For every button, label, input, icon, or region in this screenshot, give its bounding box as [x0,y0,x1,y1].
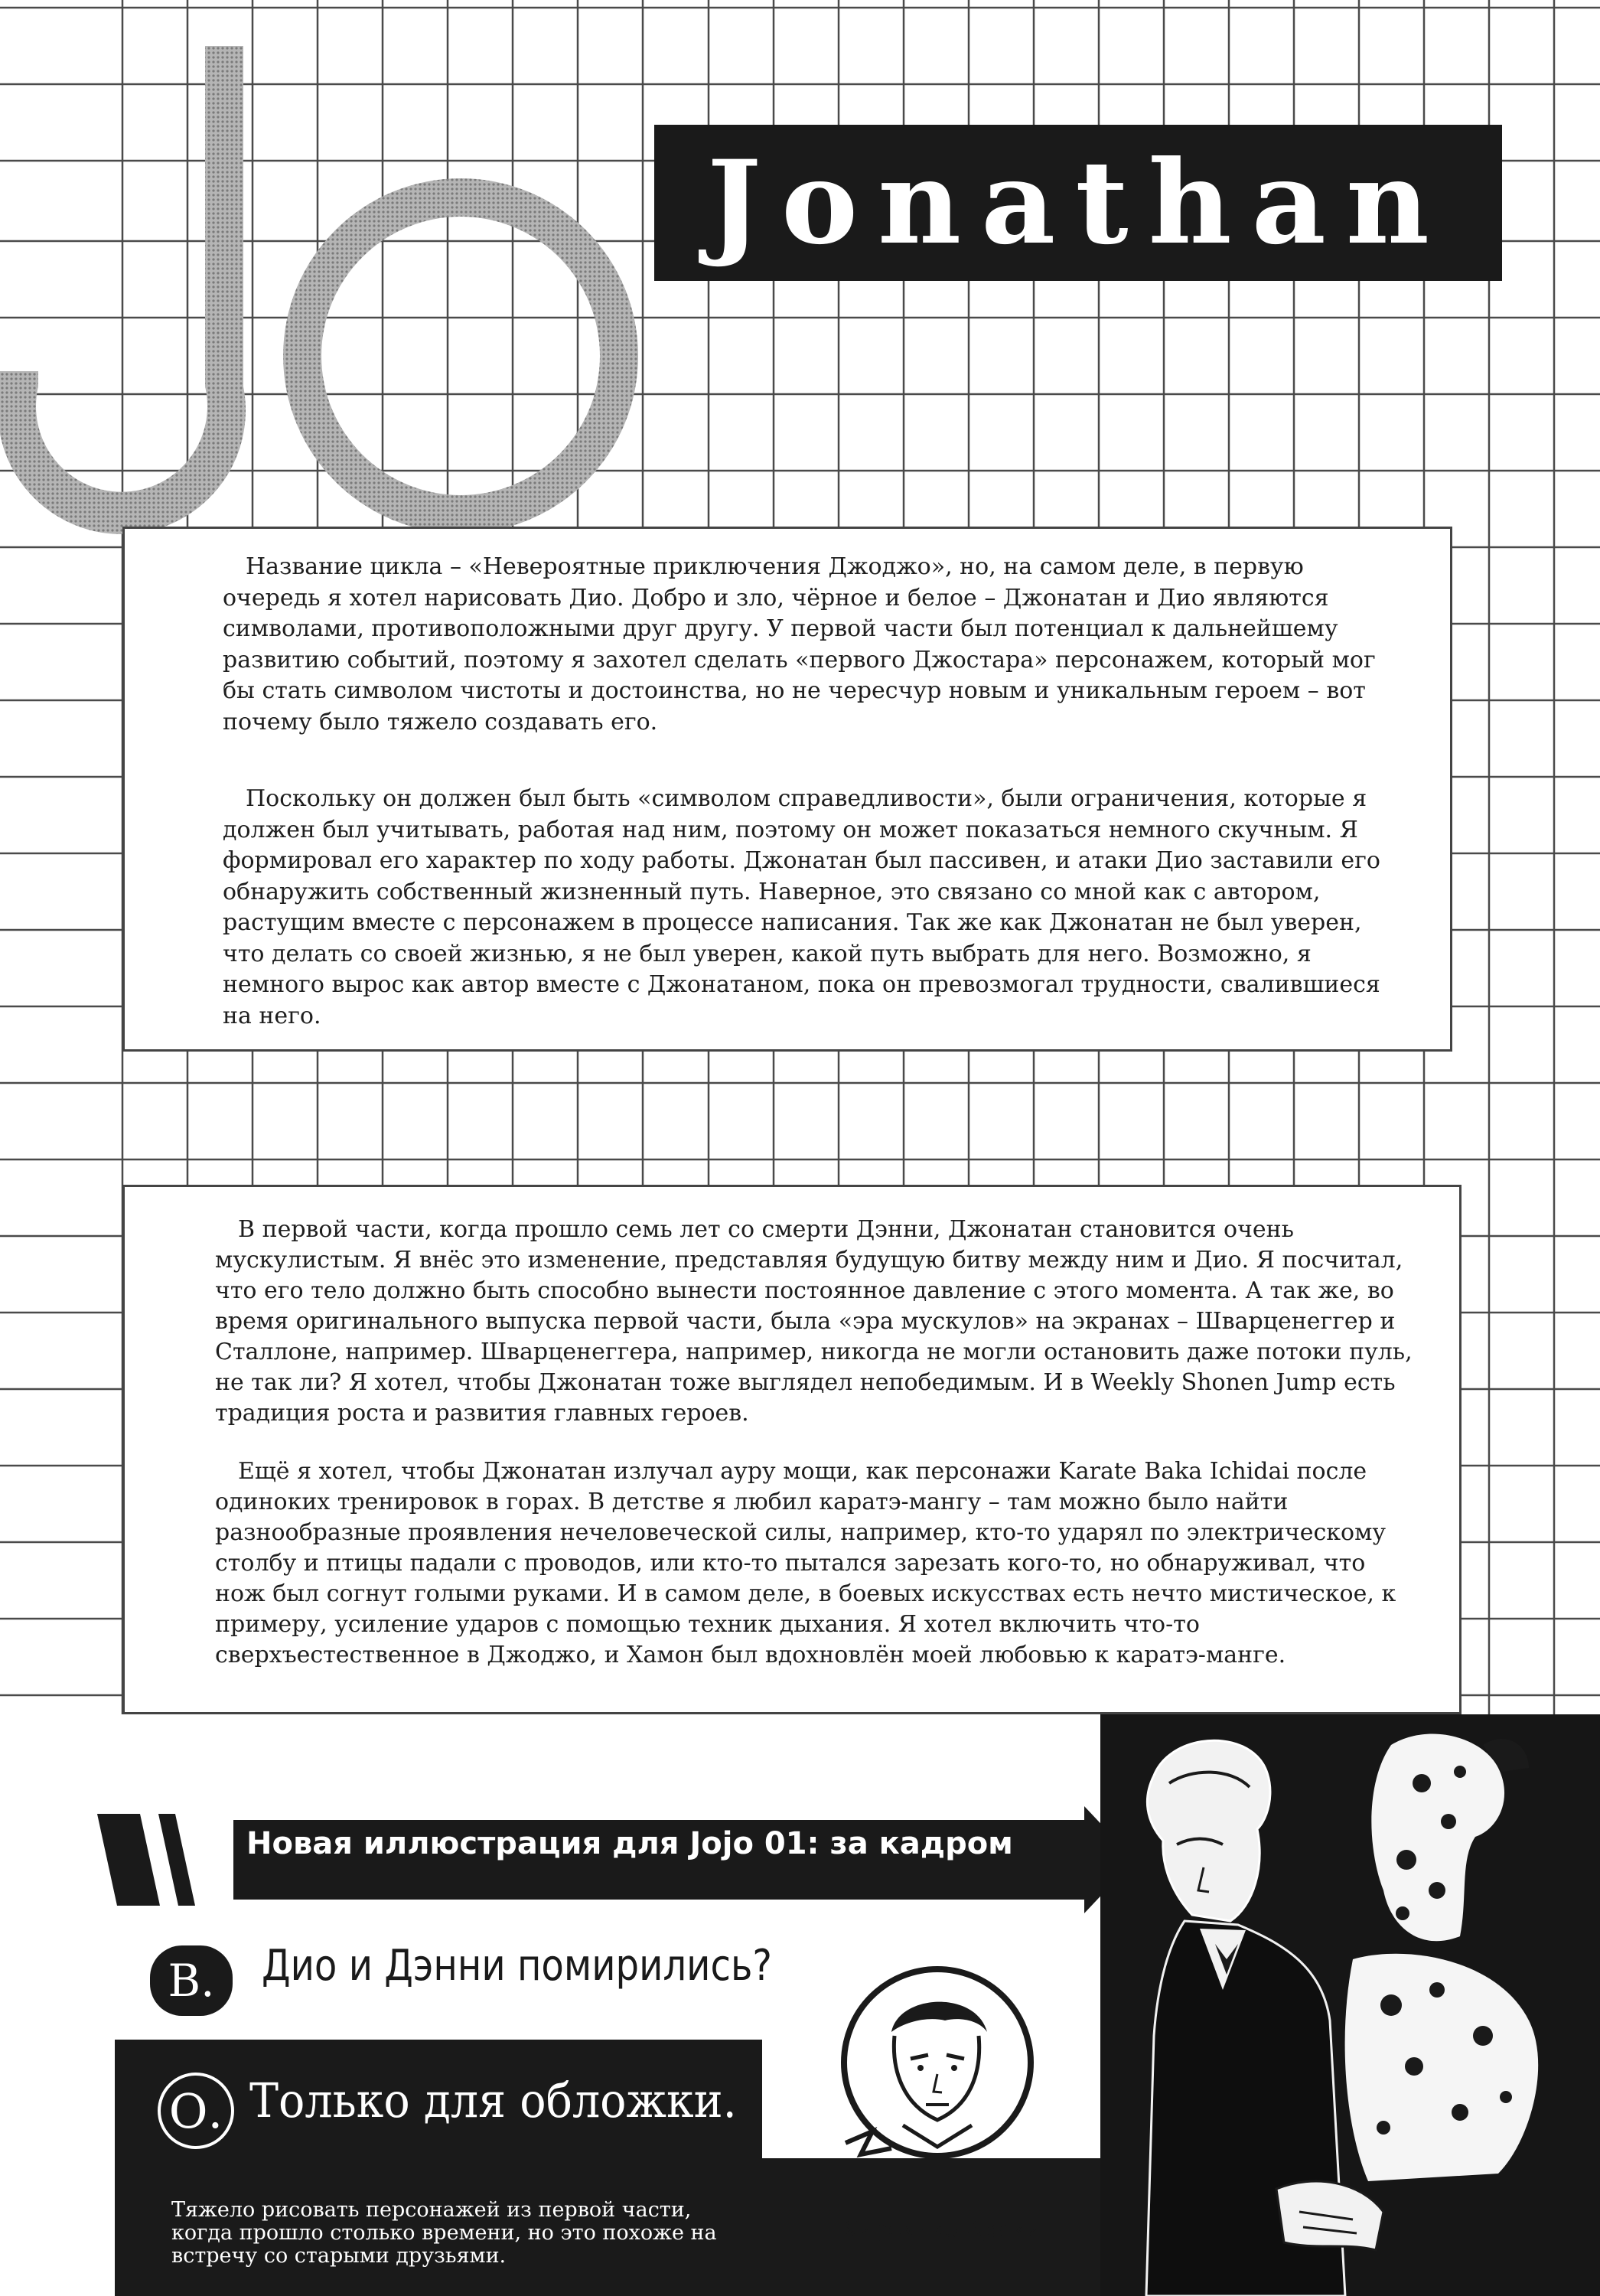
jo-logo-letters [0,0,689,551]
paragraph: Ещё я хотел, чтобы Джонатан излучал ауру мощи, как персонажи Karate Baka Ichidai после одиноких тренировок в горах. В детстве я любил каратэ-мангу – там можно было найти разнообразные проявления нечеловеческой силы, например, кто-то ударял по электрическому столбу и птицы падали с проводов, или кто-то пытался зарезать кого-то, но обнаруживал, что нож был согнут голыми руками. И в самом деле, в боевых искусствах есть нечто мистическое, к примеру, усиление ударов с помощью техник дыхания. Я хотел включить что-то сверхъестественное в Джоджо, и Хамон был вдохновлён моей любовью к каратэ-манге. [215,1458,1396,1668]
answer-badge: О. [158,2073,234,2149]
text-block-2 [122,1185,1462,1714]
text-block-1 [122,527,1452,1052]
paragraph: В первой части, когда прошло семь лет со смерти Дэнни, Джонатан становится очень мускулистым. Я внёс это изменение, представляя будущую битву между ним и Дио. Я посчитал, что его тело должно быть способно вынести постоянное давление с этого момента. А так же, во время оригинального выпуска первой части, была «эра мускулов» на экранах – Шварценеггер и Сталлоне, например. Шварценеггера, например, никогда не могли остановить даже потоки пуль, не так ли? Я хотел, чтобы Джонатан тоже выглядел непобедимым. И в Weekly Shonen Jump есть традиция роста и развития главных героев. [215,1216,1413,1427]
character-illustration [1100,1714,1600,2296]
author-name: Хирохико Араки [841,2216,1041,2243]
question-badge: В. [150,1945,233,2016]
note-text: Тяжело рисовать персонажей из первой части, когда прошло столько времени, но это похоже на встречу со старыми друзьями. [171,2198,717,2268]
answer-text: Только для обложки. [249,2073,737,2128]
banner-label: Новая иллюстрация для Jojo 01: за кадром [246,1826,1013,1861]
paragraph: Название цикла – «Невероятные приключения Джоджо», но, на самом деле, в первую очередь я хотел нарисовать Дио. Добро и зло, чёрное и белое – Джонатан и Дио являются символами, противоположными друг другу. У первой части был потенциал к дальнейшему развитию событий, поэтому я захотел сделать «первого Джостара» персонажем, который мог бы стать символом чистоты и достоинства, но не чересчур новым и уникальным героем – вот почему было тяжело создавать его. [223,553,1376,735]
author-portrait [830,1948,1044,2197]
title-banner [654,125,1502,281]
question-text: Дио и Дэнни помирились? [262,1941,772,1991]
title-text: Jonathan [707,135,1449,270]
paragraph: Поскольку он должен был быть «символом справедливости», были ограничения, которые я должен был учитывать, работая над ним, поэтому он может показаться немного скучным. Я формировал его характер по ходу работы. Джонатан был пассивен, и атаки Дио заставили его обнаружить собственный жизненный путь. Наверное, это связано со мной как с автором, растущим вместе с персонажем в процессе написания. Так же как Джонатан не был уверен, что делать со своей жизнью, я не был уверен, какой путь выбрать для него. Возможно, я немного вырос как автор вместе с Джонатаном, пока он превозмогал трудности, свалившиеся на него. [223,785,1380,1029]
